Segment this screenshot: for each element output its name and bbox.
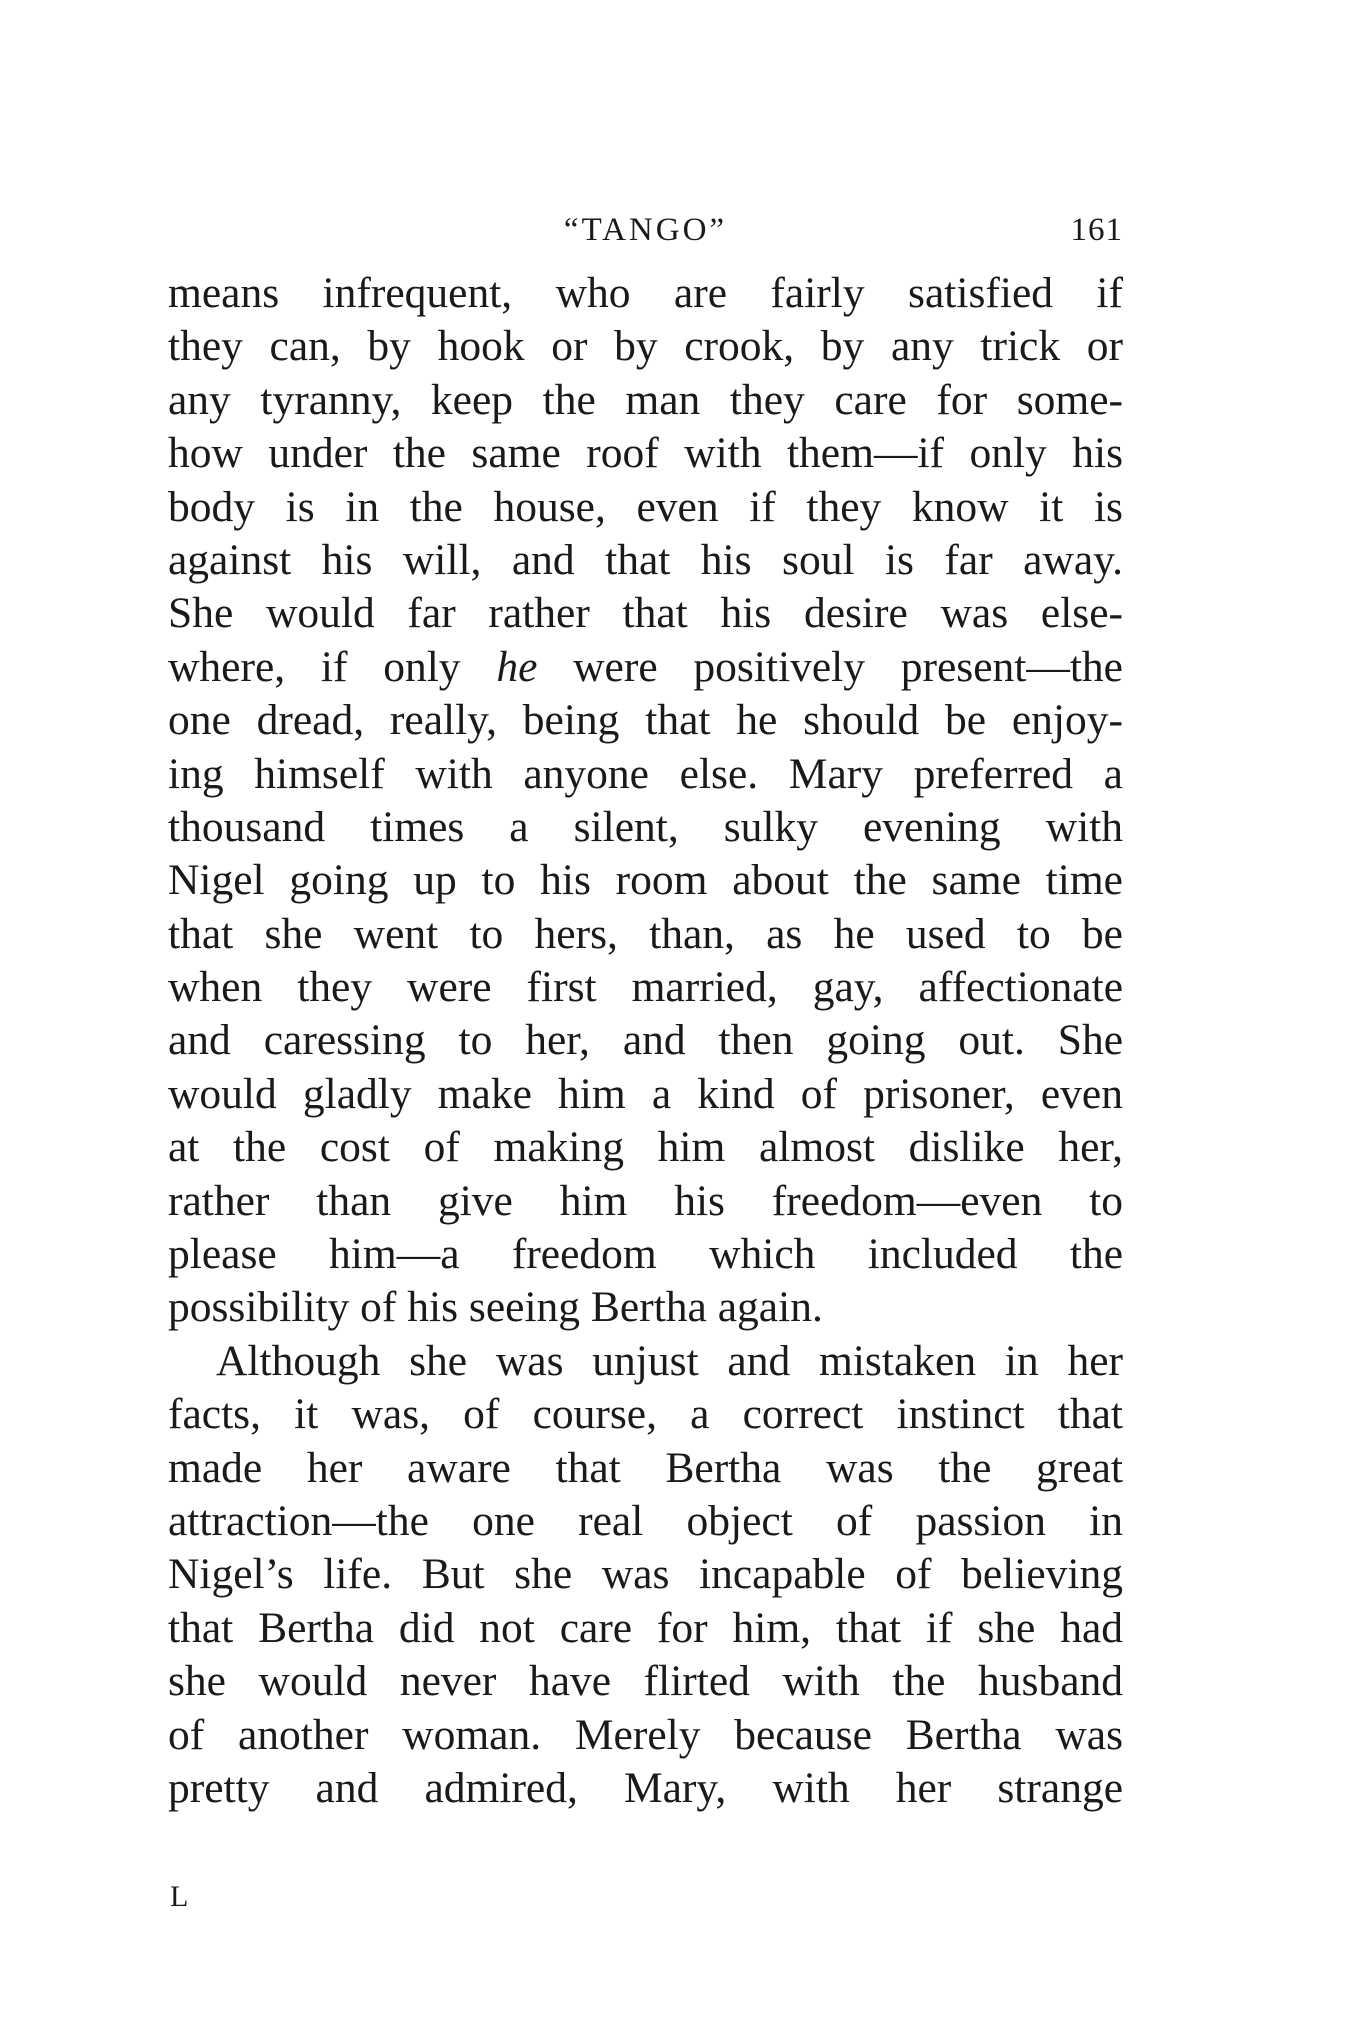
text-line: means infrequent, who are fairly satisfied if <box>168 269 1123 317</box>
text-line: ing himself with anyone else. Mary preferred a <box>168 749 1123 798</box>
text-line: rather than give him his freedom—even to <box>168 1176 1123 1225</box>
body-text <box>168 267 1123 1815</box>
running-head: “TANGO” <box>563 212 728 248</box>
text-line: facts, it was, of course, a correct instinct that <box>168 1390 1123 1439</box>
text-line: She would far rather that his desire was else- <box>168 589 1123 638</box>
page-header <box>168 205 1123 255</box>
text-line: Nigel’s life. But she was incapable of believing <box>168 1550 1123 1599</box>
paragraph <box>168 267 1123 1335</box>
text-line: attraction—the one real object of passion in <box>168 1496 1123 1545</box>
text-line: they can, by hook or by crook, by any trick or <box>168 322 1123 371</box>
text-line: pretty and admired, Mary, with her strange <box>168 1763 1123 1812</box>
text-line <box>168 641 1123 694</box>
text-line: would gladly make him a kind of prisoner, even <box>168 1069 1123 1118</box>
emphasis: he <box>496 642 538 691</box>
text-line: please him—a freedom which included the <box>168 1230 1123 1279</box>
text-line: body is in the house, even if they know it is <box>168 482 1123 531</box>
text-line: thousand times a silent, sulky evening with <box>168 802 1123 851</box>
text-line: how under the same roof with them—if only his <box>168 429 1123 478</box>
text-line: that she went to hers, than, as he used to be <box>168 909 1123 958</box>
text-line: at the cost of making him almost dislike her, <box>168 1123 1123 1172</box>
text-line: when they were first married, gay, affectionate <box>168 963 1123 1012</box>
text-line: that Bertha did not care for him, that if she had <box>168 1603 1123 1652</box>
text-line: against his will, and that his soul is far away. <box>168 535 1123 584</box>
text-line: Although she was unjust and mistaken in her <box>216 1336 1123 1385</box>
text-segment: were positively present—the <box>537 642 1123 691</box>
paragraph <box>168 1335 1123 1816</box>
text-line: of another woman. Merely because Bertha was <box>168 1710 1123 1759</box>
text-line: she would never have flirted with the husband <box>168 1657 1123 1706</box>
text-segment: where, if only <box>168 642 497 691</box>
text-line: any tyranny, keep the man they care for some- <box>168 375 1123 424</box>
text-line: made her aware that Bertha was the great <box>168 1443 1123 1492</box>
page-number: 161 <box>1070 212 1123 248</box>
text-line: possibility of his seeing Bertha again. <box>168 1283 823 1332</box>
text-line: Nigel going up to his room about the same time <box>168 856 1123 905</box>
text-line: one dread, really, being that he should be enjoy- <box>168 696 1123 745</box>
text-line: and caressing to her, and then going out. She <box>168 1016 1123 1065</box>
signature-mark: L <box>170 1880 190 1913</box>
